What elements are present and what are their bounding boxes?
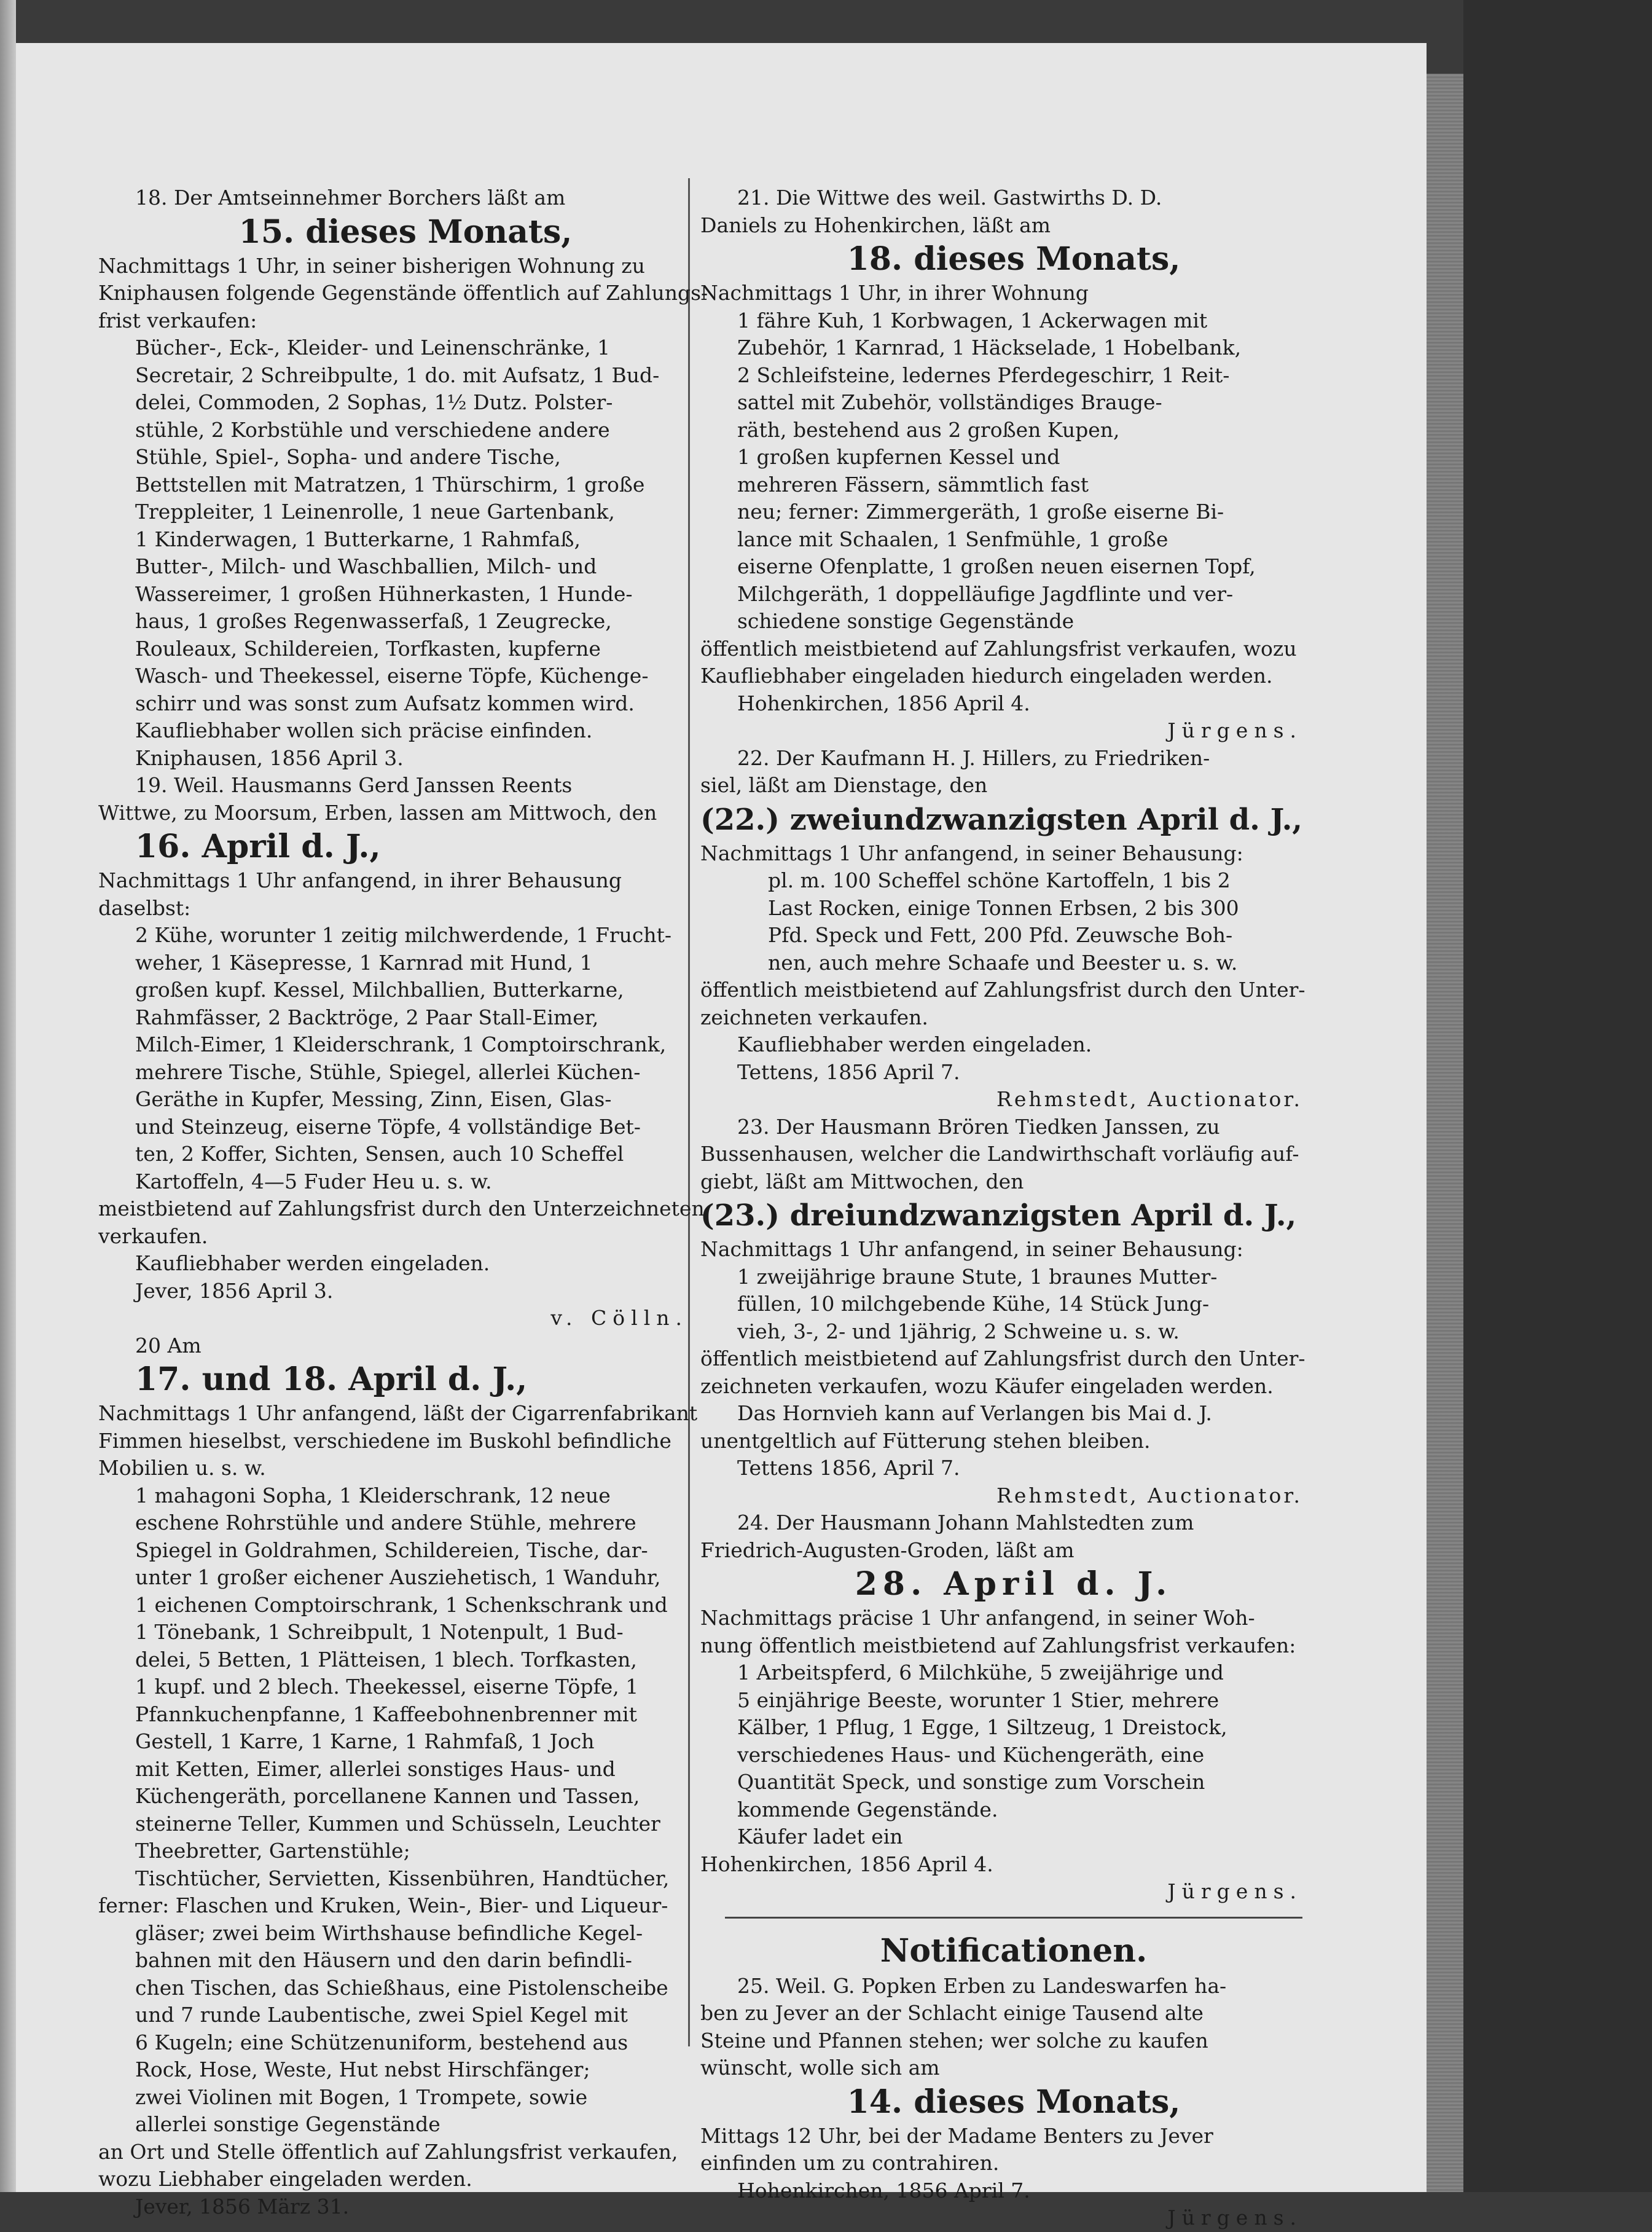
notice-21-item: lance mit Schaalen, 1 Senfmühle, 1 große bbox=[737, 527, 1169, 551]
notice-25-place: Hohenkirchen, 1856 April 7. bbox=[737, 2178, 1030, 2203]
notice-25-date: 14. dieses Monats, bbox=[847, 2083, 1181, 2121]
notice-21-line: Nachmittags 1 Uhr, in ihrer Wohnung bbox=[700, 281, 1089, 305]
notice-25-intro: wünscht, wolle sich am bbox=[700, 2056, 940, 2080]
notice-21-item: eiserne Ofenplatte, 1 großen neuen eisernen Topf, bbox=[737, 554, 1256, 578]
notice-24-place: Hohenkirchen, 1856 April 4. bbox=[700, 1852, 993, 1876]
notice-20-item: Küchengeräth, porcellanene Kannen und Tassen, bbox=[135, 1784, 640, 1808]
notice-21-line: Kaufliebhaber eingeladen hiedurch eingeladen werden. bbox=[700, 664, 1273, 688]
notice-20-line: wozu Liebhaber eingeladen werden. bbox=[98, 2167, 472, 2191]
notice-19-intro: 19. Weil. Hausmanns Gerd Janssen Reents bbox=[135, 773, 573, 797]
scan-background bbox=[1463, 0, 1652, 2192]
notice-18-line: frist verkaufen: bbox=[98, 308, 257, 332]
notice-18-item: Rouleaux, Schildereien, Torfkasten, kupferne bbox=[135, 636, 601, 661]
notice-20-ferner: ferner: Flaschen und Kruken, Wein-, Bier- und Liqueur- bbox=[98, 1893, 668, 1917]
section-rule bbox=[725, 1917, 1302, 1919]
notice-23-signature: Rehmstedt, Auctionator. bbox=[996, 1483, 1302, 1507]
notice-24-item: verschiedenes Haus- und Küchengeräth, eine bbox=[737, 1742, 1205, 1767]
notice-18-item: Stühle, Spiel-, Sopha- und andere Tische, bbox=[135, 445, 561, 469]
notice-18-item: Butter-, Milch- und Waschballien, Milch- und bbox=[135, 554, 597, 578]
notice-23-item: füllen, 10 milchgebende Kühe, 14 Stück Jung- bbox=[737, 1292, 1210, 1316]
notice-18-item: Kaufliebhaber wollen sich präcise einfinden. bbox=[135, 718, 593, 742]
notice-22-line: öffentlich meistbietend auf Zahlungsfrist durch den Unter- bbox=[700, 978, 1306, 1002]
notice-23-line: unentgeltlich auf Fütterung stehen bleiben. bbox=[700, 1428, 1151, 1453]
notice-19-item: Kartoffeln, 4—5 Fuder Heu u. s. w. bbox=[135, 1169, 492, 1193]
right-column bbox=[700, 184, 1327, 2232]
notice-22-intro: siel, läßt am Dienstage, den bbox=[700, 773, 988, 797]
notice-24-intro: 24. Der Hausmann Johann Mahlstedten zum bbox=[737, 1511, 1194, 1534]
notice-18-line: Kniphausen folgende Gegenstände öffentlich auf Zahlungs- bbox=[98, 281, 708, 305]
notice-20-item: delei, 5 Betten, 1 Plätteisen, 1 blech. Torfkasten, bbox=[135, 1647, 637, 1672]
notice-20-item: eschene Rohrstühle und andere Stühle, mehrere bbox=[135, 1511, 636, 1534]
notice-20-item: chen Tischen, das Schießhaus, eine Pistolenscheibe bbox=[135, 1975, 668, 2000]
notice-19-item: Geräthe in Kupfer, Messing, Zinn, Eisen, Glas- bbox=[135, 1087, 612, 1111]
notice-22-line: Nachmittags 1 Uhr anfangend, in seiner Behausung: bbox=[700, 841, 1243, 865]
notice-22-line: zeichneten verkaufen. bbox=[700, 1005, 928, 1029]
notice-20-item: Spiegel in Goldrahmen, Schildereien, Tische, dar- bbox=[135, 1538, 648, 1562]
notice-18-line: Nachmittags 1 Uhr, in seiner bisherigen Wohnung zu bbox=[98, 253, 645, 278]
notice-24-date: 28. April d. J. bbox=[855, 1565, 1173, 1603]
left-column bbox=[98, 184, 713, 2220]
notice-21-item: Milchgeräth, 1 doppelläufige Jagdflinte und ver- bbox=[737, 581, 1234, 606]
notice-21-place: Hohenkirchen, 1856 April 4. bbox=[737, 691, 1030, 715]
notice-19-line: daselbst: bbox=[98, 895, 191, 920]
notice-21-item: 2 Schleifsteine, ledernes Pferdegeschirr, 1 Reit- bbox=[737, 363, 1230, 387]
notice-23-intro: giebt, läßt am Mittwochen, den bbox=[700, 1169, 1024, 1193]
notice-24-line: Nachmittags präcise 1 Uhr anfangend, in seiner Woh- bbox=[700, 1606, 1255, 1630]
notice-20-item: unter 1 großer eichener Ausziehetisch, 1 Wanduhr, bbox=[135, 1565, 661, 1589]
notice-18-item: Secretair, 2 Schreibpulte, 1 do. mit Aufsatz, 1 Bud- bbox=[135, 363, 660, 387]
notice-19-item: und Steinzeug, eiserne Töpfe, 4 vollständige Bet- bbox=[135, 1114, 641, 1139]
notice-21-date: 18. dieses Monats, bbox=[847, 240, 1181, 278]
notice-21-item: sattel mit Zubehör, vollständiges Brauge- bbox=[737, 390, 1162, 414]
notice-19-line: Kaufliebhaber werden eingeladen. bbox=[135, 1251, 490, 1275]
notice-19-item: Rahmfässer, 2 Backtröge, 2 Paar Stall-Eimer, bbox=[135, 1005, 599, 1029]
notice-19-item: großen kupf. Kessel, Milchballien, Butterkarne, bbox=[135, 978, 624, 1002]
notice-20-line: Mobilien u. s. w. bbox=[98, 1456, 266, 1480]
notice-18-item: 1 Kinderwagen, 1 Butterkarne, 1 Rahmfaß, bbox=[135, 527, 581, 551]
notice-19-item: mehrere Tische, Stühle, Spiegel, allerlei Küchen- bbox=[135, 1059, 641, 1084]
notice-24-line: nung öffentlich meistbietend auf Zahlungsfrist verkaufen: bbox=[700, 1633, 1296, 1657]
notice-21-intro: 21. Die Wittwe des weil. Gastwirths D. D. bbox=[737, 186, 1162, 210]
notice-20-line: an Ort und Stelle öffentlich auf Zahlungsfrist verkaufen, bbox=[98, 2139, 678, 2164]
notice-23-intro: 23. Der Hausmann Brören Tiedken Janssen, zu bbox=[737, 1114, 1220, 1139]
notice-20-item: gläser; zwei beim Wirthshause befindliche Kegel- bbox=[135, 1920, 643, 1945]
notice-23-line: öffentlich meistbietend auf Zahlungsfrist durch den Unter- bbox=[700, 1346, 1306, 1370]
notice-21-intro: Daniels zu Hohenkirchen, läßt am bbox=[700, 213, 1051, 237]
notice-20-item: und 7 runde Laubentische, zwei Spiel Kegel mit bbox=[135, 2003, 628, 2027]
notice-18-item: stühle, 2 Korbstühle und verschiedene andere bbox=[135, 417, 610, 442]
notice-22-date: (22.) zweiundzwanzigsten April d. J., bbox=[700, 802, 1302, 837]
notice-23-item: vieh, 3-, 2- und 1jährig, 2 Schweine u. s. w. bbox=[737, 1319, 1180, 1343]
notice-19-line: Nachmittags 1 Uhr anfangend, in ihrer Behausung bbox=[98, 868, 622, 892]
notice-22-line: Kaufliebhaber werden eingeladen. bbox=[737, 1032, 1092, 1056]
notice-25-intro: 25. Weil. G. Popken Erben zu Landeswarfen ha- bbox=[737, 1973, 1227, 1998]
notice-19-line: verkaufen. bbox=[98, 1224, 208, 1248]
notice-21-item: 1 fähre Kuh, 1 Korbwagen, 1 Ackerwagen mit bbox=[737, 308, 1208, 332]
notice-19-item: Milch-Eimer, 1 Kleiderschrank, 1 Comptoirschrank, bbox=[135, 1032, 667, 1056]
notice-18-intro: 18. Der Amtseinnehmer Borchers läßt am bbox=[135, 186, 566, 210]
notice-22-signature: Rehmstedt, Auctionator. bbox=[996, 1087, 1302, 1111]
notice-21-item: 1 großen kupfernen Kessel und bbox=[737, 445, 1060, 469]
notice-22-intro: 22. Der Kaufmann H. J. Hillers, zu Friedriken- bbox=[737, 745, 1210, 770]
notice-24-item: Kälber, 1 Pflug, 1 Egge, 1 Siltzeug, 1 Dreistock, bbox=[737, 1715, 1227, 1739]
left-page-edge bbox=[0, 0, 16, 2192]
notice-19-item: ten, 2 Koffer, Sichten, Sensen, auch 10 Scheffel bbox=[135, 1142, 624, 1166]
notice-25-signature: Jürgens. bbox=[1167, 2206, 1302, 2230]
notice-20-item: Theebretter, Gartenstühle; bbox=[135, 1839, 410, 1863]
notice-23-intro: Bussenhausen, welcher die Landwirthschaft vorläufig auf- bbox=[700, 1142, 1299, 1166]
notice-21-item: schiedene sonstige Gegenstände bbox=[737, 609, 1075, 633]
notice-24-item: 1 Arbeitspferd, 6 Milchkühe, 5 zweijährige und bbox=[737, 1660, 1224, 1684]
notice-23-date: (23.) dreiundzwanzigsten April d. J., bbox=[700, 1198, 1297, 1233]
notice-20-item: Gestell, 1 Karre, 1 Karne, 1 Rahmfaß, 1 Joch bbox=[135, 1729, 595, 1753]
notice-18-item: haus, 1 großes Regenwasserfaß, 1 Zeugrecke, bbox=[135, 609, 612, 633]
notice-18-item: Bettstellen mit Matratzen, 1 Thürschirm, 1 große bbox=[135, 472, 645, 497]
notice-24-intro: Friedrich-Augusten-Groden, läßt am bbox=[700, 1538, 1075, 1562]
notice-24-item: Quantität Speck, und sonstige zum Vorschein bbox=[737, 1770, 1205, 1794]
notice-20-item: allerlei sonstige Gegenstände bbox=[135, 2112, 440, 2136]
notice-22-place: Tettens, 1856 April 7. bbox=[737, 1059, 960, 1084]
notice-18-item: delei, Commoden, 2 Sophas, 1½ Dutz. Polster- bbox=[135, 390, 613, 414]
notice-18-item: Wassereimer, 1 großen Hühnerkasten, 1 Hunde- bbox=[135, 581, 633, 606]
notice-20-item: bahnen mit den Häusern und den darin befindli- bbox=[135, 1948, 632, 1972]
notice-21-item: neu; ferner: Zimmergeräth, 1 große eiserne Bi- bbox=[737, 500, 1224, 524]
notice-19-date: 16. April d. J., bbox=[135, 828, 381, 865]
notice-20-item: 1 eichenen Comptoirschrank, 1 Schenkschrank und bbox=[135, 1592, 668, 1617]
notice-24-item: kommende Gegenstände. bbox=[737, 1797, 998, 1821]
notice-21-line: öffentlich meistbietend auf Zahlungsfrist verkaufen, wozu bbox=[700, 636, 1297, 661]
notice-20-line: Nachmittags 1 Uhr anfangend, läßt der Cigarrenfabrikant bbox=[98, 1401, 698, 1425]
notice-24-item: 5 einjährige Beeste, worunter 1 Stier, mehrere bbox=[737, 1688, 1219, 1712]
notice-24-signature: Jürgens. bbox=[1167, 1879, 1302, 1903]
notice-20-item: 1 Tönebank, 1 Schreibpult, 1 Notenpult, 1 Bud- bbox=[135, 1620, 624, 1644]
notice-20-line: Fimmen hieselbst, verschiedene im Buskohl befindliche bbox=[98, 1428, 671, 1453]
notice-25-intro: ben zu Jever an der Schlacht einige Tausend alte bbox=[700, 2001, 1204, 2025]
notice-18-date: 15. dieses Monats, bbox=[238, 213, 573, 251]
notice-19-line: meistbietend auf Zahlungsfrist durch den Unterzeichneten bbox=[98, 1197, 705, 1220]
notice-23-line: Nachmittags 1 Uhr anfangend, in seiner Behausung: bbox=[700, 1237, 1243, 1261]
notice-20-item: steinerne Teller, Kummen und Schüsseln, Leuchter bbox=[135, 1811, 660, 1836]
notice-25-line: einfinden um zu contrahiren. bbox=[700, 2151, 1000, 2175]
notice-23-line: Das Hornvieh kann auf Verlangen bis Mai d. J. bbox=[737, 1401, 1212, 1425]
notice-21-item: mehreren Fässern, sämmtlich fast bbox=[737, 472, 1089, 497]
notice-20-intro: 20 Am bbox=[135, 1333, 202, 1358]
notice-21-item: Zubehör, 1 Karnrad, 1 Häckselade, 1 Hobelbank, bbox=[737, 336, 1242, 360]
notice-23-line: zeichneten verkaufen, wozu Käufer eingeladen werden. bbox=[700, 1373, 1274, 1398]
notice-20-date: 17. und 18. April d. J., bbox=[135, 1361, 528, 1398]
notice-25-line: Mittags 12 Uhr, bei der Madame Benters zu Jever bbox=[700, 2123, 1213, 2148]
notice-22-item: Pfd. Speck und Fett, 200 Pfd. Zeuwsche Boh- bbox=[768, 923, 1233, 947]
notice-19-place: Jever, 1856 April 3. bbox=[135, 1278, 334, 1303]
notice-19-intro: Wittwe, zu Moorsum, Erben, lassen am Mittwoch, den bbox=[98, 800, 657, 825]
notice-19-signature: v. Cölln. bbox=[550, 1306, 688, 1330]
notice-18-item: Bücher-, Eck-, Kleider- und Leinenschränke, 1 bbox=[135, 336, 611, 360]
notice-20-item: 1 kupf. und 2 blech. Theekessel, eiserne Töpfe, 1 bbox=[135, 1675, 639, 1699]
section-title-notificationen: Notificationen. bbox=[880, 1931, 1148, 1970]
notice-22-item: Last Rocken, einige Tonnen Erbsen, 2 bis 300 bbox=[768, 895, 1239, 920]
notice-20-item: 1 mahagoni Sopha, 1 Kleiderschrank, 12 neue bbox=[135, 1483, 611, 1507]
notice-19-item: 2 Kühe, worunter 1 zeitig milchwerdende, 1 Frucht- bbox=[135, 923, 672, 947]
notice-23-item: 1 zweijährige braune Stute, 1 braunes Mutter- bbox=[737, 1264, 1218, 1289]
notice-22-item: pl. m. 100 Scheffel schöne Kartoffeln, 1 bis 2 bbox=[768, 868, 1231, 892]
notice-20-item: 6 Kugeln; eine Schützenuniform, bestehend aus bbox=[135, 2030, 628, 2054]
notice-21-signature: Jürgens. bbox=[1167, 718, 1302, 742]
notice-20-item: Tischtücher, Servietten, Kissenbühren, Handtücher, bbox=[135, 1866, 670, 1890]
notice-18-place: Kniphausen, 1856 April 3. bbox=[135, 745, 404, 770]
notice-20-item: mit Ketten, Eimer, allerlei sonstiges Haus- und bbox=[135, 1756, 616, 1781]
notice-20-place: Jever, 1856 März 31. bbox=[135, 2194, 350, 2218]
notice-20-item: Pfannkuchenpfanne, 1 Kaffeebohnenbrenner mit bbox=[135, 1702, 637, 1726]
notice-18-item: Treppleiter, 1 Leinenrolle, 1 neue Gartenbank, bbox=[135, 500, 615, 524]
notice-23-place: Tettens 1856, April 7. bbox=[737, 1456, 960, 1480]
notice-25-intro: Steine und Pfannen stehen; wer solche zu kaufen bbox=[700, 2028, 1208, 2053]
notice-21-item: räth, bestehend aus 2 großen Kupen, bbox=[737, 417, 1120, 442]
notice-18-item: schirr und was sonst zum Aufsatz kommen wird. bbox=[135, 691, 635, 715]
notice-24-line: Käufer ladet ein bbox=[737, 1825, 903, 1849]
notice-22-item: nen, auch mehre Schaafe und Beester u. s. w. bbox=[768, 950, 1238, 975]
notice-19-item: weher, 1 Käsepresse, 1 Karnrad mit Hund, 1 bbox=[135, 950, 593, 975]
notice-20-item: zwei Violinen mit Bogen, 1 Trompete, sowie bbox=[135, 2085, 588, 2109]
notice-20-item: Rock, Hose, Weste, Hut nebst Hirschfänger; bbox=[135, 2057, 590, 2081]
book-binding bbox=[1427, 74, 1463, 2192]
notice-18-item: Wasch- und Theekessel, eiserne Töpfe, Küchenge- bbox=[135, 664, 649, 688]
